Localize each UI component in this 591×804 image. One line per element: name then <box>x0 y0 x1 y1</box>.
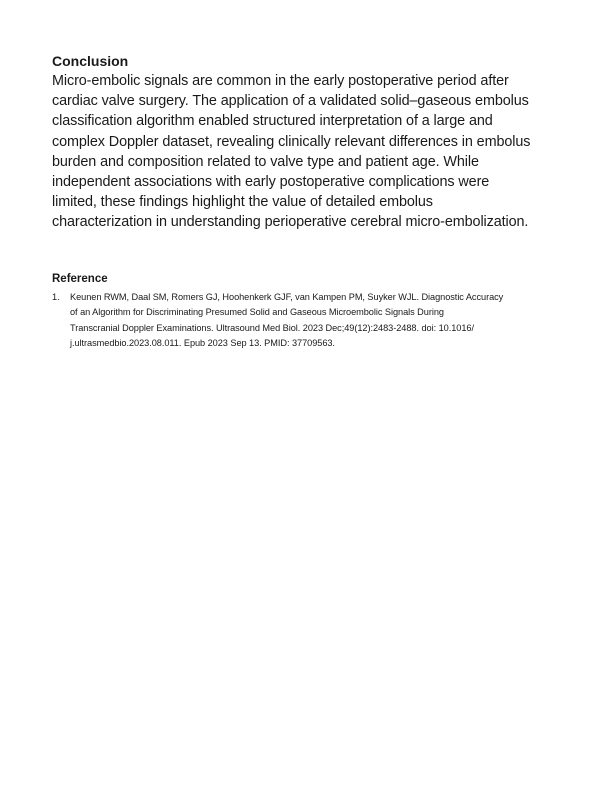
conclusion-paragraph <box>52 71 542 233</box>
reference-line: Keunen RWM, Daal SM, Romers GJ, Hoohenkerk GJF, van Kampen PM, Suyker WJL. Diagnostic Accuracy <box>70 291 504 302</box>
reference-line: j.ultrasmedbio.2023.08.011. Epub 2023 Sep 13. PMID: 37709563. <box>70 338 335 349</box>
reference-number: 1. <box>52 291 60 302</box>
reference-line: of an Algorithm for Discriminating Presumed Solid and Gaseous Microembolic Signals During <box>70 307 444 318</box>
conclusion-line: characterization in understanding perioperative cerebral micro-embolization. <box>52 214 529 231</box>
reference-line: Transcranial Doppler Examinations. Ultrasound Med Biol. 2023 Dec;49(12):2483-2488. doi: 10.1016/ <box>70 322 474 333</box>
conclusion-line: burden and composition related to valve type and patient age. While <box>52 153 479 170</box>
conclusion-line: classification algorithm enabled structured interpretation of a large and <box>52 113 493 130</box>
conclusion-line: independent associations with early postoperative complications were <box>52 174 490 191</box>
conclusion-line: limited, these findings highlight the value of detailed embolus <box>52 194 433 211</box>
reference-list <box>52 290 542 352</box>
conclusion-line: cardiac valve surgery. The application of a validated solid–gaseous embolus <box>52 93 529 110</box>
conclusion-line: complex Doppler dataset, revealing clinically relevant differences in embolus <box>52 133 531 150</box>
conclusion-section <box>52 51 542 233</box>
conclusion-line: Micro-embolic signals are common in the early postoperative period after <box>52 73 509 89</box>
document-page <box>52 51 542 352</box>
reference-heading: Reference <box>52 272 108 285</box>
conclusion-heading: Conclusion <box>52 53 129 69</box>
reference-citation <box>70 290 542 352</box>
reference-section <box>52 271 542 352</box>
reference-item <box>52 290 542 352</box>
